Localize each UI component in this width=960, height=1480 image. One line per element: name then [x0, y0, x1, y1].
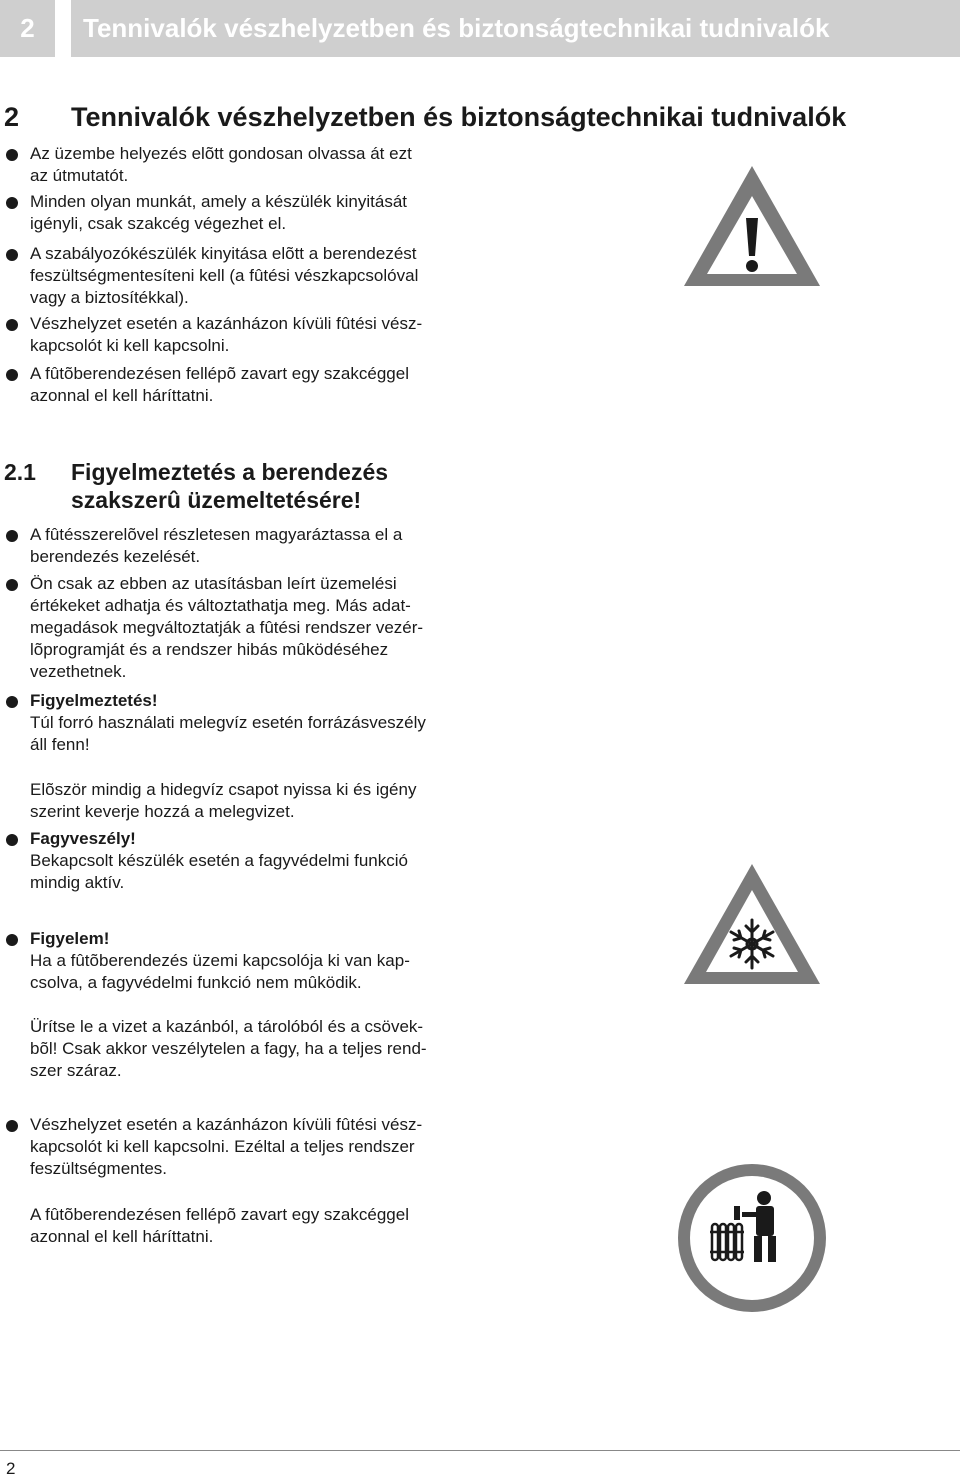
attention-follow-text: Ürítse le a vizet a kazánból, a tárolóból és a csövek- bõl! Csak akkor veszélytelen a fagy, ha a teljes rend- szer száraz.	[30, 1017, 427, 1080]
header-chapter-number: 2	[0, 0, 55, 57]
attention-label: Figyelem!	[30, 929, 110, 948]
list-item: Ön csak az ebben az utasításban leírt üzemelési értékeket adhatja és változtathatja meg. Más adat- megadások megváltoztatják a fûtési rendszer vezér- lõprogramját és a rendszer hibás mûködéséhez vezethetnek.	[30, 574, 424, 681]
subsection-title: Figyelmeztetés a berendezés szakszerû üzemeltetésére!	[71, 459, 389, 513]
emergency-follow-text: A fûtõberendezésen fellépõ zavart egy szakcéggel azonnal el kell háríttatni.	[30, 1205, 409, 1246]
list-item: Vészhelyzet esetén a kazánházon kívüli fûtési vész- kapcsolót ki kell kapcsolni.	[30, 314, 423, 355]
frost-text: Bekapcsolt készülék esetén a fagyvédelmi funkció mindig aktív.	[30, 851, 408, 892]
bullet-icon	[6, 1120, 18, 1132]
bullet-icon	[6, 530, 18, 542]
subsection-number: 2.1	[4, 459, 36, 485]
list-item: A fûtõberendezésen fellépõ zavart egy szakcéggel azonnal el kell háríttatni.	[30, 364, 409, 405]
list-item: Minden olyan munkát, amely a készülék kinyitását igényli, csak szakcég végezhet el.	[30, 192, 408, 233]
section-title: Tennivalók vészhelyzetben és biztonságtechnikai tudnivalók	[71, 102, 847, 132]
frost-hazard-icon	[680, 860, 824, 988]
bullet-icon	[6, 934, 18, 946]
bullet-icon	[6, 319, 18, 331]
bullet-icon	[6, 249, 18, 261]
bullet-icon	[6, 579, 18, 591]
warning-label: Figyelmeztetés!	[30, 691, 158, 710]
bullet-icon	[6, 149, 18, 161]
frost-label: Fagyveszély!	[30, 829, 136, 848]
heating-technician-icon	[676, 1162, 828, 1314]
bullet-icon	[6, 197, 18, 209]
warning-text: Túl forró használati melegvíz esetén forrázásveszély áll fenn!	[30, 713, 426, 754]
emergency-text: Vészhelyzet esetén a kazánházon kívüli fûtési vész- kapcsolót ki kell kapcsolni. Ezéltal a teljes rendszer feszültségmentes.	[30, 1115, 423, 1178]
bullet-icon	[6, 696, 18, 708]
warning-follow-text: Elõször mindig a hidegvíz csapot nyissa ki és igény szerint keverje hozzá a melegvizet.	[30, 780, 417, 821]
footer-divider	[0, 1450, 960, 1451]
attention-text: Ha a fûtõberendezés üzemi kapcsolója ki van kap- csolva, a fagyvédelmi funkció nem mûködik.	[30, 951, 410, 992]
list-item: Az üzembe helyezés elõtt gondosan olvassa át ezt az útmutatót.	[30, 144, 412, 185]
warning-triangle-icon	[680, 162, 824, 290]
list-item: A szabályozókészülék kinyitása elõtt a berendezést feszültségmentesíteni kell (a fûtési vészkapcsolóval vagy a biztosítékkal).	[30, 244, 419, 307]
list-item: A fûtésszerelõvel részletesen magyaráztassa el a berendezés kezelését.	[30, 525, 403, 566]
page-number: 2	[6, 1459, 16, 1478]
bullet-icon	[6, 369, 18, 381]
bullet-icon	[6, 834, 18, 846]
header-chapter-title: Tennivalók vészhelyzetben és biztonságtechnikai tudnivalók	[71, 0, 960, 57]
section-number: 2	[4, 102, 20, 132]
